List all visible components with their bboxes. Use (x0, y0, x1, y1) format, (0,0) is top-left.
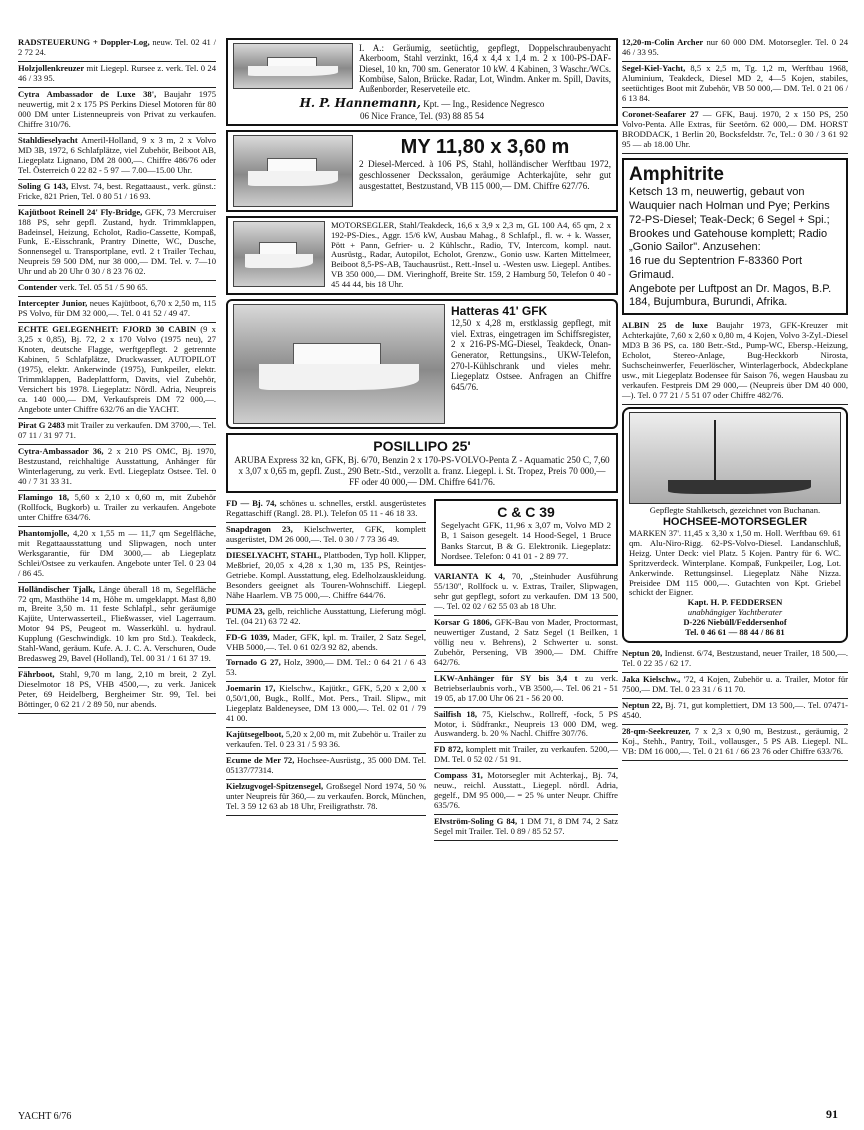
classified-ad (18, 281, 216, 297)
ad-body: 5,20 x 2,00 m, mit Zubehör u. Trailer zu verkaufen. Tel. 0 23 31 / 5 93 36. (226, 729, 426, 750)
classified-ad (18, 62, 216, 88)
ad-body: 70, „Steinhuder Ausführung 55/130", Rollfock u. v. Extras, Trailer, Slipwagen, sehr gut gepflegt, sofort zu verkaufen. DM 13 500,—. Tel. 02 02 / 62 55 03 ab 18 Uhr. (434, 570, 618, 611)
ad-heading: Neptun 22, (622, 700, 663, 711)
hatteras-photo (233, 304, 445, 424)
classified-ad (18, 583, 216, 669)
ad-body: Plattboden, Typ holl. Klipper, Meßbrief, 20,05 x 4,28 x 1,30 m, 135 PS, Reintjes-Getriebe. Kompl. Ausstattung, eleg. Edelholzauskleidung. Besonders geeignet als Touren-Wohnschiff. Liegepl. Nähe Haarlem. VB 75 000,—. Chiffre 644/76. (226, 549, 426, 600)
ad-body: Baujahr 1973, GFK-Kreuzer mit Achterkajüte, 7,60 x 2,60 x 0,80 m, 4 Kojen, Volvo 3-Zyl.-Diesel MD3 B 36 PS, ca. 180 Betr.-Std., Pump-WC, Ebersp.-Heizung, Echolot, Stereo-Anlage, Bug-Heckkorb Nirosta, Suchscheinwerfer, Feuerlöscher, Winterlagerbock, Abdeckplane usw., mit Liegeplatz Bodensee für Saison 76, wegen Hausbau zu verkaufen. Festpreis DM 29 000,— (Neupreis über DM 40 000,—). Tel. 0 77 21 / 5 51 07 oder Chiffre 482/76. (622, 320, 848, 400)
ad-body: Elvst. 74, best. Regattaaust., verk. günst.: Fricke, 821 Prien, Tel. 0 80 51 / 16 93. (18, 180, 216, 201)
motor-yacht-photo (233, 43, 353, 89)
signature-title: Kpt. — Ing., Residence Negresco (420, 98, 545, 109)
ad-body: 7 x 2,3 x 0,90 m, Bestzust., geräumig, 2 Koj., Stehh., Pantry, Toil., vollausger., 5 PS AB. Liegepl. NL. VB: DM 16 000,—. Tel. 0 21 61 / 66 23 76 oder Chiffre 633/76. (622, 726, 848, 757)
ad-text: ARUBA Express 32 kn, GFK, Bj. 6/70, Benzin 2 x 170-PS-VOLVO-Penta Z - Aquamatic 250 C, 7,60 x 3,07 x 0,65 m, gepfl. Zust., 290 Betr.-Std., verzollt a. franz. Liegepl. i. St. Tropez, Preis 70 000,— FF oder 40 000,— DM. Chiffre 641/76. (234, 454, 610, 487)
ad-title: HOCHSEE-MOTORSEGLER (662, 515, 808, 528)
column-left (18, 36, 216, 714)
classified-ad (434, 815, 618, 841)
ad-body: Baujahr 1975 neuwertig, mit 2 x 175 PS Perkins Diesel Motoren für 80 000 DM unter Listenneupreis von Privat zu verkaufen. Chiffre 310/76. (18, 88, 216, 129)
ad-heading: Cytra-Ambassador 36, (18, 445, 104, 456)
classified-ad (434, 570, 618, 616)
ad-cc39 (434, 499, 618, 566)
ad-heading: ALBIN 25 de luxe (622, 320, 708, 331)
classified-ad (18, 134, 216, 180)
ad-heading: Coronet-Seafarer 27 (622, 108, 699, 119)
ad-heading: Phantomjolle, (18, 527, 70, 538)
signature: H. P. Hannemann, (299, 95, 421, 110)
ad-heading: Stahldieselyacht (18, 134, 78, 145)
ad-heading: Segel-Kiel-Yacht, (622, 62, 686, 73)
ad-body: 2 x 210 PS OMC, Bj. 1970, Bestzustand, reichhaltige Ausstattung, Anhänger für Winterlagerung, zu verk. Evtl. Liegeplatz Ostsee. Tel. 0 40 / 7 31 33 31. (18, 445, 216, 486)
ad-body: Bj. 71, gut komplettiert, DM 13 500,—. Tel. 07471-4540. (622, 700, 848, 721)
ad-body: 5,60 x 2,10 x 0,60 m, mit Zubehör (Rollfock, Bugkorb) u. Trailer zu verkaufen. Angebote unter Chiffre 634/76. (18, 491, 216, 522)
ad-text: 2 Diesel-Merced. à 106 PS, Stahl, holländischer Werftbau 1972, geschlossener Deckssalon, geräumige Achterkajüte, sehr gut ausgestattet, Bestzustand, VB 115 000,— DM. Chiffre 627/76. (359, 158, 611, 191)
ad-body: 75, Kielschw., Rollreff, -fock, 5 PS Motor, i. Südfrankr., Neupreis 13 000 DM, weg. Auswanderg. b. 20 % Nachl. Chiffre 307/76. (434, 708, 618, 739)
ad-heading: LKW-Anhänger für SY bis 3,4 t (434, 672, 578, 683)
column-right (622, 36, 848, 761)
ad-body: Länge überall 18 m, Segelfläche 72 qm, Masthöhe 14 m, Höhe m. umgeklappt. Mast 8,80 m, Breite 3,50 m. 11 feste Schlafpl., sehr geräumige Kajüte, Unterwasserteil., Fließwasser, viel Lagerraum. Motor 94 PS, Peugeot m. Wasserkühl. u. hydraul. Kupplung (Geschwindigk. 10 km pro Std.). Teakdeck, Stahl-Wand, geräum. Kufe. A. J. C. A. Verschuren, Oude Bredasweg 29, Bavel (Holland), Tel. 00 31 / 1 61 37 19. (18, 583, 216, 664)
classified-ad (622, 673, 848, 699)
ad-heading: Intercepter Junior, (18, 298, 88, 309)
ad-title: C & C 39 (497, 503, 555, 520)
ad-heading: ECHTE GELEGENHEIT: FJORD 30 CABIN (18, 324, 197, 335)
ad-heading: Holzjollenkreuzer (18, 62, 85, 73)
ad-title: POSILLIPO 25' (373, 437, 471, 454)
classified-ad (18, 180, 216, 206)
ad-text-2: Angebote per Luftpost an Dr. Magos, B.P. 184, Bujumbura, Burundi, Afrika. (629, 282, 832, 309)
column-middle (226, 36, 618, 841)
classified-ad (622, 725, 848, 761)
classified-ad (18, 206, 216, 282)
ad-heading: DIESELYACHT, STAHL, (226, 549, 322, 560)
column-right-bottom (622, 647, 848, 761)
ad-heading: PUMA 23, (226, 605, 265, 616)
classified-ad (434, 672, 618, 708)
ad-posillipo (226, 433, 618, 493)
column-middle-left (226, 497, 426, 841)
ad-body: nur 60 000 DM. Motorsegler. Tel. 0 24 46 / 33 95. (622, 37, 848, 57)
classified-ad (226, 497, 426, 523)
ad-heading: Jaka Kielschw., (622, 674, 681, 685)
ad-body: Kielschwerter, GFK, komplett ausgerüstet, DM 26 000,—. Tel. 0 30 / 7 73 36 49. (226, 523, 426, 544)
agent-address: D-226 Niebüll/Feddersenhof (683, 617, 787, 628)
ad-text: I. A.: Geräumig, seetüchtig, gepflegt, Doppelschraubenyacht Akerboom, Stahl verzinkt, 16,4 x 4,4 x 1,4 m. 2 x 100-PS-DAF-Diesel, 10 kn, 700 sm. Generator 10 kW. 4 Kabinen, 3 Waschr./WCs. Kombüse, Salon, Brücke. Radar, Lot, Windm. Anker m. Spill, Davits, Außenborder, Reserveteile etc. (359, 43, 611, 95)
ad-heading: FD — Bj. 74, (226, 497, 277, 508)
classified-ad (434, 769, 618, 815)
classified-ad (226, 682, 426, 728)
page-number: 91 (826, 1107, 838, 1121)
ad-body: mit Liegepl. Rursee z. verk. Tel. 0 24 46 / 33 95. (18, 62, 216, 83)
ad-hatteras (226, 299, 618, 429)
classified-ad (434, 708, 618, 744)
ad-text: 12,50 x 4,28 m, erstklassig gepflegt, mit viel. Extras, eingetragen im Schiffsregister, 2 x 216-PS-MG-Diesel, Teakdeck, Onan-Generator, Rettungsins., UKW-Telefon, 270-l-Kühlschrank und vieles mehr. Liegeplatz Ostsee. Anfragen an Chiffre 645/76. (451, 318, 611, 392)
ad-heading: Fährboot, (18, 669, 55, 680)
ad-text: Segelyacht GFK, 11,96 x 3,07 m, Volvo MD 2 B, 1 Saison gesegelt. 14 Hood-Segel, 1 Bruce Banks Starcut, B & G. Elektronik. Liegeplatz: Nordsee. Telefon: 0 41 01 - 2 89 77. (441, 520, 611, 561)
ad-body: Großsegel Nord 1974, 50 % unter Neupreis für 360,— zu verkaufen. Borck, München, Tel. 3 59 12 63 ab 18 Uhr, Freiligrathstr. 78. (226, 781, 426, 812)
column-middle-right (434, 570, 618, 841)
ad-body: schönes u. schnelles, erstkl. ausgerüstetes Regattaschiff (Rangl. 28. Pl.). Telefon 05 11 - 46 18 33. (226, 497, 426, 518)
ad-heading: Pirat G 2483 (18, 419, 65, 430)
ad-heading: RADSTEUERUNG + Doppler-Log, (18, 37, 150, 47)
motor-yacht-photo (233, 135, 353, 207)
classified-ad (622, 108, 848, 154)
ad-body: Mader, GFK, kpl. m. Trailer, 2 Satz Segel, VHB 5000,—. Tel. 0 61 02/3 92 82, abends. (226, 631, 426, 652)
classified-ad (434, 616, 618, 672)
ad-text: Ketsch 13 m, neuwertig, gebaut von Wauquier nach Holman und Pye; Perkins 72-PS-Diesel; Teak-Deck; 6 Segel + Spi.; Brookes und Gatehouse komplett; Radio „Gonio Sailor". Anzusehen: (629, 186, 830, 254)
ad-heading: Joemarin 17, (226, 683, 276, 694)
classified-ad (18, 297, 216, 323)
ad-heading: FD-G 1039, (226, 631, 270, 642)
ad-heading: Kajütboot Reinell 24' Fly-Bridge, (18, 206, 143, 217)
classified-ad (18, 419, 216, 445)
ad-body: '72, 4 Kojen, Zubehör u. a. Trailer, Motor für 7500,— DM. Tel. 0 23 31 / 6 11 70. (622, 674, 849, 695)
classified-ad (18, 527, 216, 583)
classified-ad (226, 549, 426, 605)
address: 06 Nice France, Tel. (93) 88 85 54 (360, 110, 484, 121)
classified-ad (226, 728, 426, 754)
agent-role: unabhängiger Yachtberater (687, 607, 783, 618)
classified-ad (226, 523, 426, 549)
ad-title: Hatteras 41' GFK (451, 303, 548, 318)
ad-heading: Cytra Ambassador de Luxe 38', (18, 88, 157, 99)
classified-ad (434, 743, 618, 769)
classified-ad (18, 323, 216, 419)
classified-ad (622, 62, 848, 108)
ad-heading: Kielzugvogel-Spitzensegel, (226, 781, 324, 792)
classified-ad (622, 647, 848, 673)
ad-body: verk. Tel. 05 51 / 5 90 65. (57, 282, 148, 293)
ad-amphitrite (622, 158, 848, 316)
ad-feddersen (622, 407, 848, 643)
ad-heading: Flamingo 18, (18, 491, 70, 502)
classified-ad (18, 88, 216, 134)
ad-body: (9 x 3,25 x 0,85), Bj. 72, 2 x 170 Volvo (1975 neu), 27 Knoten, deutsche Flagge, werftgepflegt. 2 getrennte Kabinen, 5 Schlafplätze, Druckwasser, AUTOPILOT (1975), elektr. Ankerwinde (1975), Funkpeiler, elektr. Trimmklappen, Badeplattform, Davits, viel Zubehör, Versichert bis 1978. Liegeplatz: Nördl. Adria, Neupreis ca. 140 000,— DM, Verkaufspreis DM 72 000,—. Angebote unter Chiffre 632/76 an die YACHT. (18, 324, 216, 414)
ad-title: Amphitrite (629, 163, 724, 185)
classified-ad (226, 605, 426, 631)
ad-heading: Holländischer Tjalk, (18, 583, 96, 594)
ad-body: Hochsee-Ausrüstg., 35 000 DM. Tel. 05137/77314. (226, 755, 426, 776)
ad-text: MARKEN 37'. 11,45 x 3,30 x 1,50 m. Holl. Werftbau 69. 61 qm. Alu-Niro-Rigg. 62-PS-Volvo-Diesel. Landanschluß, Heizg. Unter Deck: viel Platz. 5 Kojen. Pantry für 6. WC. Spritzverdeck. Winterplane. Kompaß, Funkpeiler, Log, Lot. Ankerwinde. Rettungsinsel. Liegeplatz Nähe Nizza. Preisidee DM 115 000,—. Gutachten von Kpt. Griebel schickt der Eigner. (629, 527, 841, 598)
classified-ad (622, 36, 848, 62)
classified-ad (226, 631, 426, 657)
ad-body: Kielschw., Kajütkr., GFK, 5,20 x 2,00 x 0,50/1,00, Bugk., Rollf., Mot. Pers., Trail. Slipw., mit Liegeplatz Baldeneysee, DM 13 000,—. Tel. 02 01 / 79 41 00. (226, 683, 426, 724)
ad-heading: Ecume de Mer 72, (226, 755, 295, 766)
agent-phone: Tel. 0 46 61 — 88 44 / 86 81 (685, 627, 785, 638)
ad-motorsegler (226, 216, 618, 295)
ad-heading: Snapdragon 23, (226, 523, 293, 534)
ad-body: 1 DM 71, 8 DM 74, 2 Satz Segel mit Trailer. Tel. 0 89 / 85 52 57. (434, 816, 619, 837)
ad-body: 4,20 x 1,55 m — 11,7 qm Segelfläche, mit Regattaausstattung und Slipwagen, noch unter Werksgarantie, für DM 3000,— ab Liegeplatz Schlei/Ostsee zu verkaufen. Angebote unter Tel. 0 23 04 / 86 45. (18, 527, 216, 578)
ad-body: Holz, 3900,— DM. Tel.: 0 64 21 / 6 43 53. (226, 657, 426, 678)
ad-heading: Soling G 143, (18, 180, 69, 191)
classified-ad (18, 668, 216, 714)
ad-heading: 12,20-m-Colin Archer (622, 37, 704, 47)
ad-body: GFK, 73 Mercruiser 188 PS, sehr gepfl. Zustand, hydr. Trimmklappen, Badeinsel, Heizung, Echolot, Radio-Cassette, Kompaß, Funk, E.-Eisschrank, Prantry Dinette, WC, Dusche, Sonnensegel u. Transportplane, evtl. 2 t Trailer Techau, Neupreis 59 500 DM, nur 38 000,— DM. Tel. v. 7—10 Uhr und ab 20 Uhr 0 30 / 8 23 76 02. (18, 206, 216, 277)
ad-heading: Compass 31, (434, 770, 483, 781)
ad-body: neues Kajütboot, 6,70 x 2,50 m, 115 PS Volvo, für DM 32 000,—. Tel. 0 41 52 / 49 47. (18, 298, 216, 319)
photo-caption: Gepflegte Stahlketsch, gezeichnet von Buchanan. (649, 504, 821, 515)
ad-body: 8,5 x 2,5 m, Tg. 1,2 m, Werftbau 1968, Aluminium, Teakdeck, Diesel MD 2, 4—5 Kojen, stabiles, seetüchtiges Boot mit Zubehör, VB 50 000,— DM. Tel. 0 21 06 / 6 13 84. (622, 62, 848, 103)
ad-heading: FD 872, (434, 744, 464, 755)
ad-heading: Korsar G 1806, (434, 616, 492, 627)
ad-body: zu verk. Betriebserlaubnis vorh., VB 3500,—. Tel. 06 21 - 51 19 05, ab 17.00 Uhr 06 21 - 56 20 00. (434, 672, 618, 703)
ad-heading: VARIANTA K 4, (434, 570, 505, 581)
classified-ad (226, 656, 426, 682)
ad-body: neuw. Tel. 02 41 / 2 72 24. (18, 37, 216, 57)
ad-hannemann (226, 38, 618, 126)
classified-ad (18, 445, 216, 491)
ad-address: 16 rue du Septentrion F-83360 Port Grimaud. (629, 255, 803, 281)
ad-heading: Neptun 20, (622, 648, 663, 659)
classified-ad (18, 491, 216, 527)
ketch-photo (629, 412, 841, 504)
classified-ad (622, 699, 848, 725)
footer-left: YACHT 6/76 (18, 1111, 72, 1122)
ad-body: Ameril-Holland, 9 x 3 m, 2 x Volvo MD 3B, 1972, 6 Schlafplätze, viel Zubehör, Beiboot AB, Liegeplatz Lignano, DM 28 000,—. Chiffre 486/76 oder Tel. Österreich 0 22 82 - 5 97 — 7.00—15.00 Uhr. (18, 134, 216, 175)
ad-heading: Sailfish 18, (434, 708, 478, 719)
ad-heading: Tornado G 27, (226, 657, 281, 668)
ad-text: MOTORSEGLER, Stahl/Teakdeck, 16,6 x 3,9 x 2,3 m, GL 100 A4, 65 qm, 2 x 192-PS-Dies., Aggr. 15/6 kW, Ausbau Mahag., 8 Schlafpl., fl. w. + k. Wasser, Pött + Pann, Gefrier- u. 2 Kühlschr., Radio, TV, Intercom, kompl. naut. Ausrüstg., Radar, Autopilot, Echolot, Grenzw., Gonio usw. Karten Mittelmeer, Beiboot 8,5-PS-AB, Tauchausrüst., Rett.-Insel u. -Westen usw. Liegepl. Antibes. VB 350 000,— DM. Vieringhoff, Breite Str. 159, 2 Hamburg 50, Telefon 0 40 - 45 44 44, bis 18 Uhr. (331, 219, 611, 290)
agent-name: Kapt. H. P. FEDDERSEN (687, 597, 783, 608)
motorsegler-photo (233, 221, 325, 287)
ad-heading: Kajütsegelboot, (226, 729, 284, 740)
ad-body: Motorsegler mit Achterkaj., Bj. 74, neuw., reichl. Ausstatt., Liegepl. nördl. Adria, gegelf., DM 95 000,— = 25 % unter Neupr. Chiffre 635/76. (434, 770, 618, 811)
ad-body: — GFK, Bauj. 1970, 2 x 150 PS, 250 Volvo-Penta. Alle Extras, für Seetörn. 62 000,— DM. HORST BRODDACK, 1 Berlin 20, Bocksfeldstr. 7c, Tel.: 0 30 / 3 61 92 95 — ab 18.00 Uhr. (622, 108, 848, 149)
ad-heading: Elvström-Soling G 84, (434, 816, 518, 827)
ad-body: Stahl, 9,70 m lang, 2,10 m breit, 2 Zyl. Dieselmotor 18 PS, VHB 4500,—, zu verk. Janicek Peter, 69 Heidelberg, Bergheimer Str. 99, Tel. bei Böttinger, 0 62 21 / 2 89 50, nur abends. (18, 669, 216, 710)
ad-body: gelb, reichliche Ausstattung, Lieferung mögl. Tel. (04 21) 63 72 42. (226, 605, 426, 626)
column-right-top (622, 36, 848, 154)
ad-albin (622, 319, 848, 405)
ad-title: MY 11,80 x 3,60 m (400, 135, 570, 158)
ad-body: mit Trailer zu verkaufen. DM 3700,—. Tel. 07 11 / 31 97 71. (18, 419, 216, 440)
ad-heading: Contender (18, 282, 58, 293)
ad-body: GFK-Bau von Mader, Proctormast, neuwertiger Zustand, 2 Satz Segel (1 Beilken, 1 völlig neu v. Behrens), 2 Schwerter u. sonst. Zubehör, Persening, VB 3900,— DM. Chiffre 642/76. (434, 616, 618, 667)
ad-my (226, 130, 618, 212)
classified-ad (18, 36, 216, 62)
ad-body: komplett mit Trailer, zu verkaufen. 5200,— DM. Tel. 0 52 02 / 51 91. (434, 744, 618, 765)
classified-ad (226, 754, 426, 780)
ad-heading: 28-qm-Seekreuzer, (622, 726, 691, 737)
ad-body: Indienst. 6/74, Bestzustand, neuer Trailer, 18 500,—. Tel. 0 22 35 / 62 17. (622, 648, 848, 669)
classified-ad (226, 780, 426, 816)
